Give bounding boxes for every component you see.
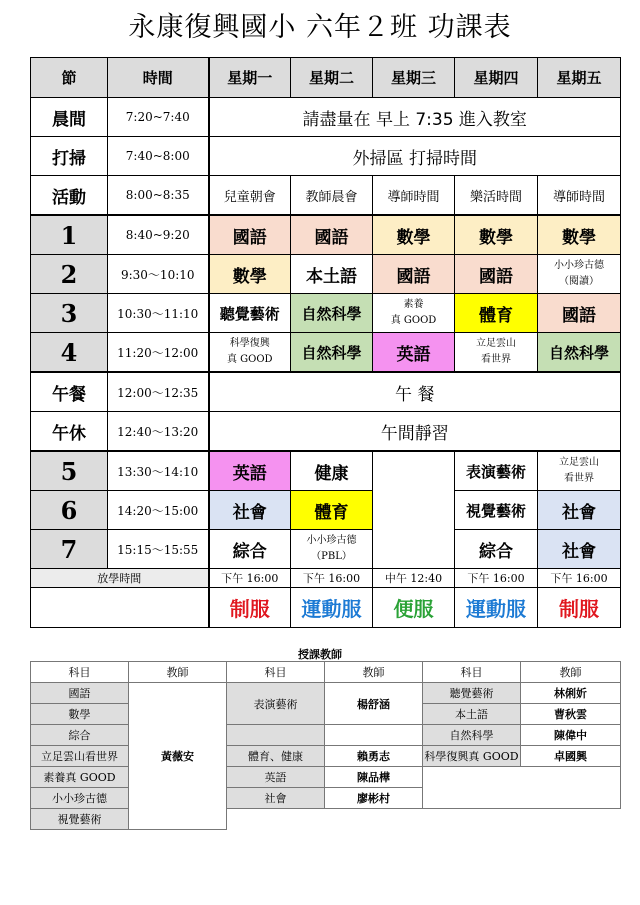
subject-science-good: 科學復興真 GOOD [423, 746, 521, 767]
p2-fri [538, 255, 621, 294]
p2-wed: 國語 [373, 255, 455, 294]
period-1-time: 8:40~9:20 [108, 215, 209, 255]
subject-english: 英語 [227, 767, 325, 788]
teacher-header-subject-3: 科目 [423, 662, 521, 683]
wednesday-afternoon-empty [373, 451, 455, 569]
dismissal-fri: 下午 16:00 [538, 569, 621, 588]
teacher-row-4 [31, 746, 621, 767]
period-1-number: 1 [31, 215, 108, 255]
nap-label: 午休 [31, 412, 108, 452]
dismissal-tue: 下午 16:00 [291, 569, 373, 588]
p4-tue: 自然科學 [291, 333, 373, 373]
subject-integrated: 綜合 [31, 725, 129, 746]
p4-thu [455, 333, 538, 373]
p6-mon: 社會 [209, 491, 291, 530]
subject-science: 自然科學 [423, 725, 521, 746]
teacher-science-good: 卓國興 [521, 746, 621, 767]
col2-empty-2 [325, 725, 423, 746]
row-period-6 [31, 491, 621, 530]
p3-thu: 體育 [455, 294, 538, 333]
p5-fri-line2: 看世界 [564, 473, 594, 484]
subject-native-language: 本土語 [423, 704, 521, 725]
teacher-table [30, 661, 621, 830]
p2-tue: 本土語 [291, 255, 373, 294]
p5-fri [538, 451, 621, 491]
p6-tue: 體育 [291, 491, 373, 530]
p3-mon: 聽覺藝術 [209, 294, 291, 333]
p7-tue [291, 530, 373, 569]
row-dismissal [31, 569, 621, 588]
row-period-1 [31, 215, 621, 255]
uniform-empty [31, 588, 209, 628]
uniform-mon: 制服 [209, 588, 291, 628]
uniform-tue: 運動服 [291, 588, 373, 628]
p1-wed: 數學 [373, 215, 455, 255]
p6-thu: 視覺藝術 [455, 491, 538, 530]
morning-time: 7:20~7:40 [108, 98, 209, 137]
cleaning-time: 7:40~8:00 [108, 137, 209, 176]
header-time: 時間 [108, 58, 209, 98]
p4-thu-line2: 看世界 [481, 354, 511, 365]
p5-thu: 表演藝術 [455, 451, 538, 491]
dismissal-thu: 下午 16:00 [455, 569, 538, 588]
teacher-header-teacher-3: 教師 [521, 662, 621, 683]
subject-social: 社會 [227, 788, 325, 809]
header-thursday: 星期四 [455, 58, 538, 98]
nap-note: 午間靜習 [209, 412, 621, 452]
subject-little-goodall: 小小珍古德 [31, 788, 129, 809]
p7-thu: 綜合 [455, 530, 538, 569]
dismissal-wed: 中午 12:40 [373, 569, 455, 588]
teacher-row-7-blank [227, 809, 621, 830]
teacher-social: 廖彬村 [325, 788, 423, 809]
teacher-pe-health: 賴勇志 [325, 746, 423, 767]
nap-time: 12:40～13:20 [108, 412, 209, 452]
teacher-row-7 [31, 809, 621, 830]
p7-tue-line1: 小小珍古德 [306, 535, 357, 546]
teacher-header-teacher-2: 教師 [325, 662, 423, 683]
row-period-5 [31, 451, 621, 491]
col3-empty [423, 767, 621, 809]
period-4-time: 11:20～12:00 [108, 333, 209, 373]
period-6-time: 14:20～15:00 [108, 491, 209, 530]
period-3-number: 3 [31, 294, 108, 333]
page-title: 永康復興國小 六年２班 功課表 [128, 12, 512, 43]
header-monday: 星期一 [209, 58, 291, 98]
cleaning-note: 外掃區 打掃時間 [209, 137, 621, 176]
teacher-english: 陳品樺 [325, 767, 423, 788]
teacher-homeroom: 黃薇安 [129, 683, 227, 830]
morning-label: 晨間 [31, 98, 108, 137]
lunch-note: 午 餐 [209, 372, 621, 412]
row-period-7 [31, 530, 621, 569]
activity-label: 活動 [31, 176, 108, 216]
activity-wed: 導師時間 [373, 176, 455, 216]
activity-mon: 兒童朝會 [209, 176, 291, 216]
p1-fri: 數學 [538, 215, 621, 255]
uniform-fri: 制服 [538, 588, 621, 628]
period-5-time: 13:30～14:10 [108, 451, 209, 491]
header-tuesday: 星期二 [291, 58, 373, 98]
period-2-number: 2 [31, 255, 108, 294]
teacher-row-5 [31, 767, 621, 788]
row-uniform [31, 588, 621, 628]
p3-wed-line2: 真 GOOD [390, 315, 437, 326]
p2-mon: 數學 [209, 255, 291, 294]
p4-mon-line2: 真 GOOD [226, 354, 273, 365]
activity-thu: 樂活時間 [455, 176, 538, 216]
lunch-time: 12:00～12:35 [108, 372, 209, 412]
teacher-science: 陳偉中 [521, 725, 621, 746]
dismissal-label: 放學時間 [31, 569, 209, 588]
row-morning [31, 98, 621, 137]
header-period: 節 [31, 58, 108, 98]
p3-wed [373, 294, 455, 333]
period-3-time: 10:30～11:10 [108, 294, 209, 333]
p3-fri: 國語 [538, 294, 621, 333]
row-period-4 [31, 333, 621, 373]
subject-literacy-good: 素養真 GOOD [31, 767, 129, 788]
p6-fri: 社會 [538, 491, 621, 530]
period-6-number: 6 [31, 491, 108, 530]
subject-visual-arts: 視覺藝術 [31, 809, 129, 830]
teacher-header-row [31, 662, 621, 683]
teacher-row-3 [31, 725, 621, 746]
subject-math: 數學 [31, 704, 129, 725]
timetable [30, 57, 621, 628]
lunch-label: 午餐 [31, 372, 108, 412]
subject-chinese: 國語 [31, 683, 129, 704]
p5-fri-line1: 立足雲山 [559, 457, 599, 468]
row-period-3 [31, 294, 621, 333]
teacher-performing-arts: 楊舒涵 [325, 683, 423, 725]
subject-performing-arts: 表演藝術 [227, 683, 325, 725]
period-7-time: 15:15～15:55 [108, 530, 209, 569]
period-7-number: 7 [31, 530, 108, 569]
teacher-music: 林俐妡 [521, 683, 621, 704]
teacher-native-language: 曹秋雲 [521, 704, 621, 725]
activity-time: 8:00~8:35 [108, 176, 209, 216]
p4-mon-line1: 科學復興 [229, 338, 270, 349]
teacher-header-subject-2: 科目 [227, 662, 325, 683]
header-row [31, 58, 621, 98]
subject-music: 聽覺藝術 [423, 683, 521, 704]
row-cleaning [31, 137, 621, 176]
p5-tue: 健康 [291, 451, 373, 491]
teacher-row-1 [31, 683, 621, 704]
p4-fri: 自然科學 [538, 333, 621, 373]
p3-tue: 自然科學 [291, 294, 373, 333]
p4-wed: 英語 [373, 333, 455, 373]
teacher-header-teacher-1: 教師 [129, 662, 227, 683]
col2-empty-1 [227, 725, 325, 746]
dismissal-mon: 下午 16:00 [209, 569, 291, 588]
p7-fri: 社會 [538, 530, 621, 569]
p1-mon: 國語 [209, 215, 291, 255]
row-period-2 [31, 255, 621, 294]
p5-mon: 英語 [209, 451, 291, 491]
header-friday: 星期五 [538, 58, 621, 98]
period-4-number: 4 [31, 333, 108, 373]
p2-thu: 國語 [455, 255, 538, 294]
row-nap [31, 412, 621, 452]
teacher-section-title: 授課教師 [298, 648, 342, 661]
subject-pe-health: 體育、健康 [227, 746, 325, 767]
period-5-number: 5 [31, 451, 108, 491]
subject-world-view: 立足雲山看世界 [31, 746, 129, 767]
p7-mon: 綜合 [209, 530, 291, 569]
p4-mon [209, 333, 291, 373]
cleaning-label: 打掃 [31, 137, 108, 176]
p2-fri-line1: 小小珍古德 [554, 260, 604, 271]
p3-wed-line1: 素養 [403, 299, 424, 310]
p4-thu-line1: 立足雲山 [476, 338, 516, 349]
teacher-header-subject-1: 科目 [31, 662, 129, 683]
uniform-wed: 便服 [373, 588, 455, 628]
p1-thu: 數學 [455, 215, 538, 255]
header-wednesday: 星期三 [373, 58, 455, 98]
uniform-thu: 運動服 [455, 588, 538, 628]
row-activity [31, 176, 621, 216]
p2-fri-line2: （閱讀） [559, 276, 599, 287]
row-lunch [31, 372, 621, 412]
p7-tue-line2: （PBL） [311, 551, 352, 562]
p1-tue: 國語 [291, 215, 373, 255]
activity-tue: 教師晨會 [291, 176, 373, 216]
period-2-time: 9:30～10:10 [108, 255, 209, 294]
morning-note: 請盡量在 早上 7:35 進入教室 [209, 98, 621, 137]
activity-fri: 導師時間 [538, 176, 621, 216]
